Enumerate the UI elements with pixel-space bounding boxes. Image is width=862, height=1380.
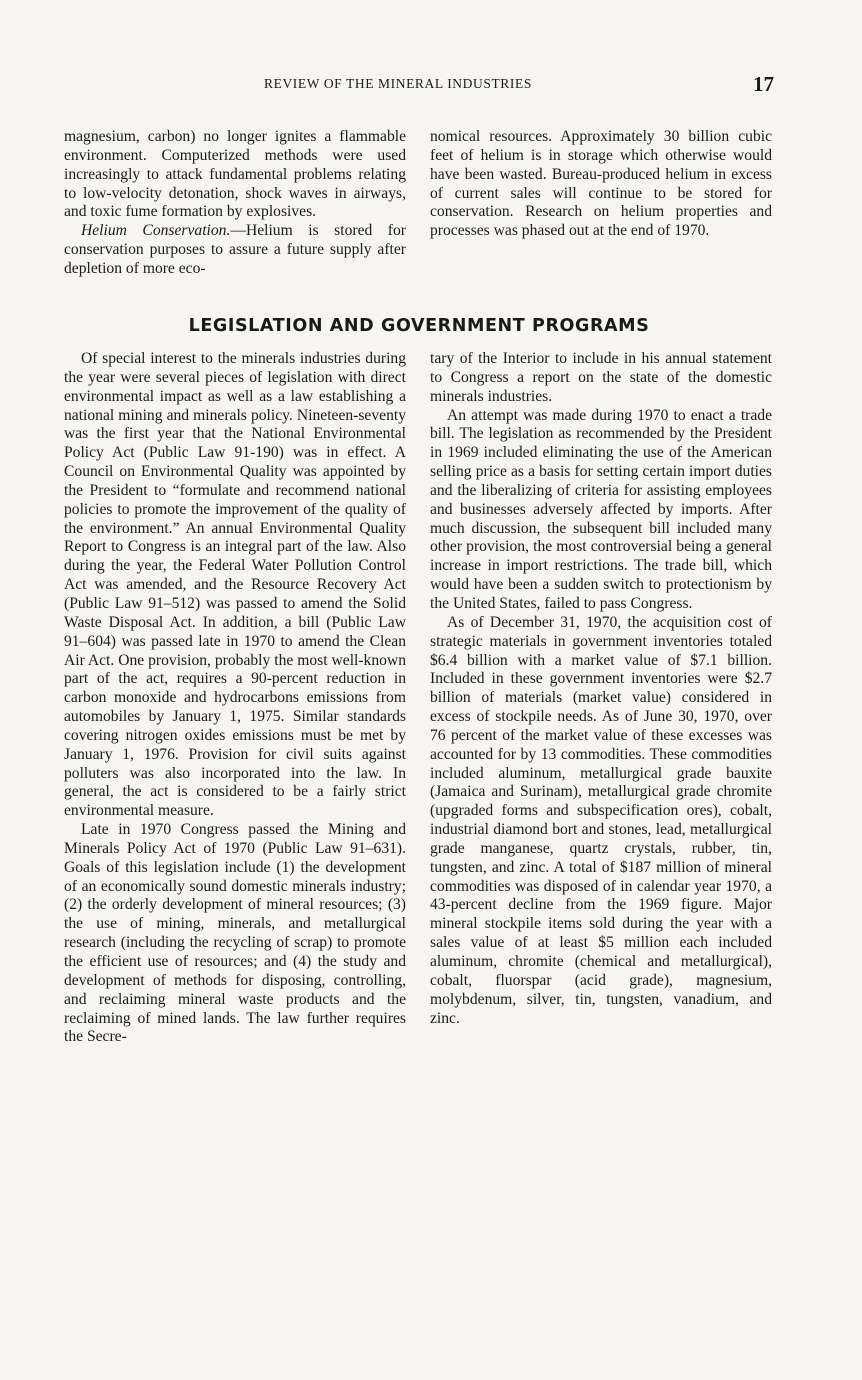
paragraph: As of December 31, 1970, the acquisition cost of strategic materials in government inventories totaled $6.4 billion with a market value of $7.1 billion. Included in these government inventories were $2.7 billion of materials (market value) considered in excess of stockpile needs. As of June 30, 1970, over 76 percent of the market value of these excesses was accounted for by 13 commodities. These commodities included aluminum, metallurgical grade bauxite (Jamaica and Surinam), metallurgical grade chromite (upgraded forms and subspecification ores), cobalt, industrial diamond bort and stones, lead, metallurgical grade manganese, quartz crystals, rubber, tin, tungsten, and zinc. A total of $187 million of mineral commodities was disposed of in calendar year 1970, a 43-percent decline from the 1969 figure. Major mineral stockpile items sold during the year with a sales value of at least $5 million each included aluminum, chromite (chemical and metallurgical), cobalt, fluorspar (acid grade), magnesium, molybdenum, silver, tin, tungsten, vanadium, and zinc. [430, 613, 772, 1027]
paragraph: nomical resources. Approximately 30 billion cubic feet of helium is in storage which otherwise would have been wasted. Bureau-produced helium in excess of current sales will continue to be stored for conservation. Research on helium properties and processes was phased out at the end of 1970. [430, 128, 772, 240]
page-header [64, 74, 774, 98]
paragraph: Late in 1970 Congress passed the Mining and Minerals Policy Act of 1970 (Public Law 91–631). Goals of this legislation include (1) the development of an economically sound domestic minerals industry; (2) the orderly development of mineral resources; (3) the use of mining, minerals, and metallurgical research (including the recycling of scrap) to promote the efficient use of resources; and (4) the study and development of methods for disposing, controlling, and reclaiming mineral waste products and the reclaiming of mined lands. The law further requires the Secre- [64, 821, 406, 1046]
run-in-heading: Helium Conservation. [81, 222, 231, 240]
top-right-column [430, 128, 772, 241]
paragraph: An attempt was made during 1970 to enact a trade bill. The legislation as recommended by the President in 1969 included eliminating the use of the American selling price as a basis for setting certain import duties and the liberalizing of criteria for assisting employees and businesses adversely affected by imports. After much discussion, the subsequent bill included many other provision, the most controversial being a general increase in import restrictions. The trade bill, which would have been a sudden switch to protectionism by the United States, failed to pass Congress. [430, 406, 772, 612]
legislation-left-column [64, 350, 406, 1047]
legislation-right-column [430, 350, 772, 1028]
paragraph: magnesium, carbon) no longer ignites a flammable environment. Computerized methods were used increasingly to attack fundamental problems relating to low-velocity detonation, shock waves in airways, and toxic fume formation by explosives. [64, 128, 406, 221]
paragraph-text: —Helium is stored for conservation purposes to assure a future supply after depletion of more eco- [64, 222, 406, 277]
page-number: 17 [753, 72, 774, 96]
top-left-column [64, 128, 406, 279]
running-head: REVIEW OF THE MINERAL INDUSTRIES [264, 76, 532, 91]
paragraph: Of special interest to the minerals industries during the year were several pieces of legislation with direct environmental impact as well as a law establishing a national mining and minerals policy. Nineteen-seventy was the first year that the National Environmental Policy Act (Public Law 91-190) was in effect. A Council on Environmental Quality was appointed by the President to “formulate and recommend national policies to promote the improvement of the quality of the environment.” An annual Environmental Quality Report to Congress is an integral part of the law. Also during the year, the Federal Water Pollution Control Act was amended, and the Resource Recovery Act (Public Law 91–512) was passed to amend the Solid Waste Disposal Act. In addition, a bill (Public Law 91–604) was passed late in 1970 to amend the Clean Air Act. One provision, probably the most well-known part of the act, requires a 90-percent reduction in carbon monoxide and hydrocarbons emissions from automobiles by January 1, 1975. Similar standards covering nitrogen oxides emissions must be met by January 1, 1976. Provision for civil suits against polluters was also incorporated into the law. In general, the act is considered to be a fairly strict environmental measure. [64, 350, 406, 820]
paragraph: tary of the Interior to include in his annual statement to Congress a report on the state of the domestic minerals industries. [430, 350, 772, 405]
section-heading: LEGISLATION AND GOVERNMENT PROGRAMS [188, 316, 650, 336]
paragraph [64, 222, 406, 279]
